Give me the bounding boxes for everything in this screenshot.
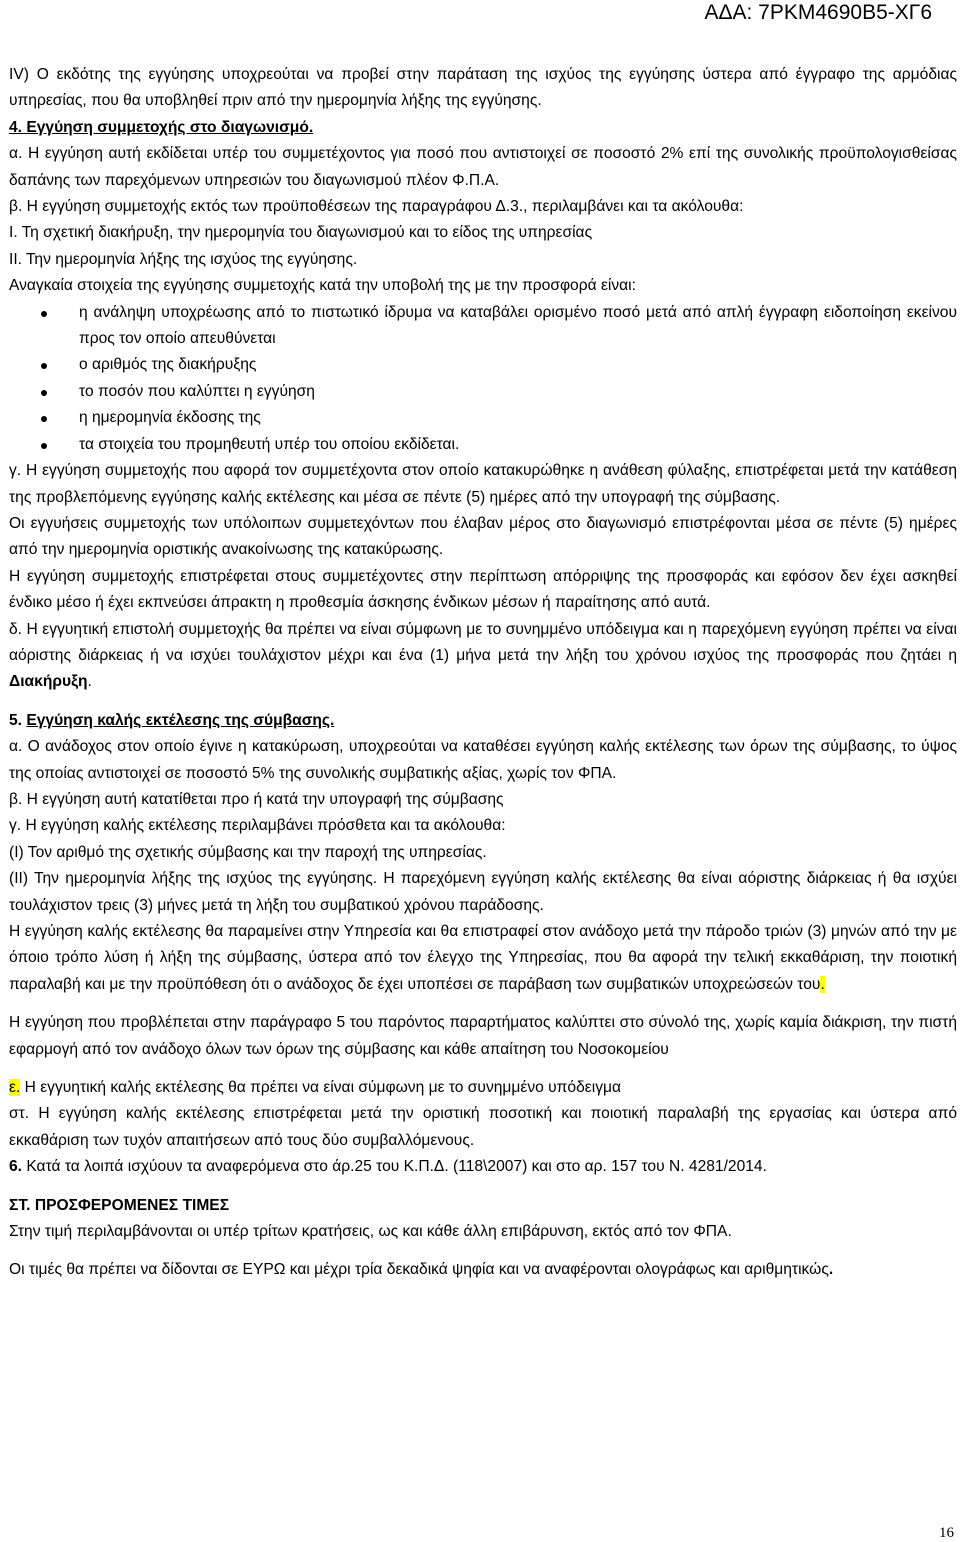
highlight-mark: . (820, 975, 825, 993)
list-item (9, 405, 957, 431)
spacer (9, 696, 957, 708)
spacer (9, 1245, 957, 1257)
section-st-heading: ΣΤ. ΠΡΟΣΦΕΡΟΜΕΝΕΣ ΤΙΜΕΣ (9, 1196, 230, 1214)
spacer (9, 998, 957, 1010)
paragraph-5c-iii-text: Η εγγύηση καλής εκτέλεσης θα παραμείνει στην Υπηρεσία και θα επιστραφεί στον ανάδοχο μετά την πάροδο τριών (3) μηνών από την με όποιο τρόπο λύση ή λήξη της σύμβασης, ύστερα από τον έλεγχο της Υπηρεσίας, που θα αφορά την τελική εκκαθάριση, την ποιοτική παραλαβή και με την προϋπόθεση ότι ο ανάδοχος δε έχει υποπέσει σε παράβαση των συμβατικών υποχρεώσεών του (9, 923, 957, 993)
paragraph-5c-iii (9, 919, 957, 998)
paragraph-st-2 (9, 1257, 957, 1283)
section-4-title: 4. Εγγύηση συμμετοχής στο διαγωνισμό. (9, 118, 314, 136)
list-item (9, 379, 957, 405)
paragraph-6 (9, 1154, 957, 1180)
paragraph-4b-i: Ι. Τη σχετική διακήρυξη, την ημερομηνία του διαγωνισμού και το είδος της υπηρεσίας (9, 224, 593, 242)
bullet-icon (41, 390, 47, 396)
paragraph-4a: α. Η εγγύηση αυτή εκδίδεται υπέρ του συμμετέχοντος για ποσό που αντιστοιχεί σε ποσοστό 2% επί της συνολικής προϋπολογισθείσας δαπάνης των παρεχόμενων υπηρεσιών του διαγωνισμού πλέον Φ.Π.Α. (9, 145, 957, 189)
list-item (9, 300, 957, 353)
paragraph-5c: γ. Η εγγύηση καλής εκτέλεσης περιλαμβάνει πρόσθετα και τα ακόλουθα: (9, 817, 506, 835)
paragraph-st-1: Στην τιμή περιλαμβάνονται οι υπέρ τρίτων κρατήσεις, ως και κάθε άλλη επιβάρυνση, εκτός από τον ΦΠΑ. (9, 1223, 732, 1241)
section-5-heading (9, 708, 957, 734)
paragraph-4b-ii: ΙΙ. Την ημερομηνία λήξης της ισχύος της εγγύησης. (9, 250, 358, 268)
list-item (9, 432, 957, 458)
list-item-text: το ποσόν που καλύπτει η εγγύηση (79, 382, 315, 400)
requirements-list (9, 300, 957, 458)
paragraph-5a: α. Ο ανάδοχος στον οποίο έγινε η κατακύρωση, υποχρεούται να καταθέσει εγγύηση καλής εκτέλεσης των όρων της σύμβασης, το ύψος της οποίας αντιστοιχεί σε ποσοστό 5% της συνολικής συμβατικής αξίας, χωρίς τον ΦΠΑ. (9, 738, 957, 782)
spacer (9, 1181, 957, 1193)
list-item-text: η ανάληψη υποχρέωσης από το πιστωτικό ίδρυμα να καταβάλει ορισμένο ποσό μετά από απλή έγγραφη ειδοποίηση εκείνου προς τον οποίο απευθύνεται (79, 303, 957, 348)
section-4-heading (9, 115, 957, 141)
paragraph-5c-iv: Η εγγύηση που προβλέπεται στην παράγραφο 5 του παρόντος παραρτήματος καλύπτει στο σύνολό της, χωρίς καμία διάκριση, την πιστή εφαρμογή από τον ανάδοχο όλων των όρων της σύμβασης και κάθε απαίτηση του Νοσοκομείου (9, 1014, 957, 1058)
paragraph-5c-i: (Ι) Τον αριθμό της σχετικής σύμβασης και την παροχή της υπηρεσίας. (9, 843, 487, 861)
page-number: 16 (939, 1525, 954, 1541)
list-item-text: η ημερομηνία έκδοσης της (79, 409, 261, 427)
paragraph-4-requirements: Αναγκαία στοιχεία της εγγύησης συμμετοχής κατά την υποβολή της με την προσφορά είναι: (9, 277, 636, 295)
paragraph-6-number: 6. (9, 1158, 23, 1176)
paragraph-iv: IV) Ο εκδότης της εγγύησης υποχρεούται να προβεί στην παράταση της ισχύος της εγγύησης ύστερα από έγγραφο της αρμόδιας υπηρεσίας, που θα υποβληθεί πριν από την ημερομηνία λήξης της εγγύησης. (9, 66, 957, 110)
section-5-title: Εγγύηση καλής εκτέλεσης της σύμβασης. (26, 711, 335, 729)
document-body (9, 62, 957, 1284)
paragraph-4d-bold: Διακήρυξη (9, 673, 88, 691)
section-5-number: 5. (9, 711, 27, 729)
paragraph-5e-text: Η εγγυητική καλής εκτέλεσης θα πρέπει να είναι σύμφωνη με το συνημμένο υπόδειγμα (20, 1079, 621, 1097)
paragraph-5e-label: ε. (9, 1079, 21, 1097)
list-item (9, 352, 957, 378)
paragraph-4d (9, 617, 957, 696)
paragraph-4c: γ. Η εγγύηση συμμετοχής που αφορά τον συμμετέχοντα στον οποίο κατακυρώθηκε η ανάθεση φύλαξης, επιστρέφεται μετά την κατάθεση της προβλεπόμενης εγγύησης καλής εκτέλεσης και μέσα σε πέντε (5) ημέρες από την υπογραφή της σύμβασης. (9, 462, 957, 506)
paragraph-5c-ii: (ΙΙ) Την ημερομηνία λήξης της ισχύος της εγγύησης. Η παρεχόμενη εγγύηση καλής εκτέλεσης θα είναι αόριστης διάρκειας ή θα ισχύει τουλάχιστον τρεις (3) μήνες μετά τη λήξη του συμβατικού χρόνου παράδοσης. (9, 870, 957, 914)
bullet-icon (41, 416, 47, 422)
bullet-icon (41, 443, 47, 449)
paragraph-5b: β. Η εγγύηση αυτή κατατίθεται προ ή κατά την υπογραφή της σύμβασης (9, 790, 504, 808)
paragraph-4d-end: . (87, 673, 92, 691)
paragraph-5st: στ. Η εγγύηση καλής εκτέλεσης επιστρέφεται μετά την οριστική ποσοτική και ποιοτική παραλαβή της εργασίας και ύστερα από εκκαθάριση των τυχόν απαιτήσεων από τους δύο συμβαλλόμενους. (9, 1105, 957, 1149)
paragraph-st-2-text: Οι τιμές θα πρέπει να δίδονται σε ΕΥΡΩ και μέχρι τρία δεκαδικά ψηφία και να αναφέρονται ολογράφως και αριθμητικώς (9, 1261, 829, 1279)
paragraph-4c-2: Οι εγγυήσεις συμμετοχής των υπόλοιπων συμμετεχόντων που έλαβαν μέρος στο διαγωνισμό επιστρέφονται μέσα σε πέντε (5) ημέρες από την ημερομηνία οριστικής ανακοίνωσης της κατακύρωσης. (9, 514, 957, 559)
bullet-icon (41, 311, 47, 317)
paragraph-5e (9, 1075, 957, 1101)
ada-code: ΑΔΑ: 7ΡΚΜ4690Β5-ΧΓ6 (704, 1, 932, 24)
list-item-text: τα στοιχεία του προμηθευτή υπέρ του οποίου εκδίδεται. (79, 435, 460, 453)
paragraph-4c-3: Η εγγύηση συμμετοχής επιστρέφεται στους συμμετέχοντες στην περίπτωση απόρριψης της προσφοράς και εφόσον δεν έχει ασκηθεί ένδικο μέσο ή έχει εκπνεύσει άπρακτη η προθεσμία άσκησης ένδικων μέσων ή παραίτησης από αυτά. (9, 567, 957, 612)
paragraph-4d-text: δ. Η εγγυητική επιστολή συμμετοχής θα πρέπει να είναι σύμφωνη με το συνημμένο υπόδειγμα και η παρεχόμενη εγγύηση πρέπει να είναι αόριστης διάρκειας ή να ισχύει τουλάχιστον μέχρι και ένα (1) μήνα μετά την λήξη του χρόνου ισχύος της προσφοράς που ζητάει η (9, 620, 957, 664)
bullet-icon (41, 363, 47, 369)
paragraph-4b: β. Η εγγύηση συμμετοχής εκτός των προϋποθέσεων της παραγράφου Δ.3., περιλαμβάνει και τα ακόλουθα: (9, 198, 744, 216)
list-item-text: ο αριθμός της διακήρυξης (79, 356, 257, 374)
paragraph-6-text: Κατά τα λοιπά ισχύουν τα αναφερόμενα στο άρ.25 του Κ.Π.Δ. (118\2007) και στο αρ. 157 του Ν. 4281/2014. (22, 1158, 767, 1176)
paragraph-st-2-end: . (828, 1261, 834, 1279)
spacer (9, 1063, 957, 1075)
